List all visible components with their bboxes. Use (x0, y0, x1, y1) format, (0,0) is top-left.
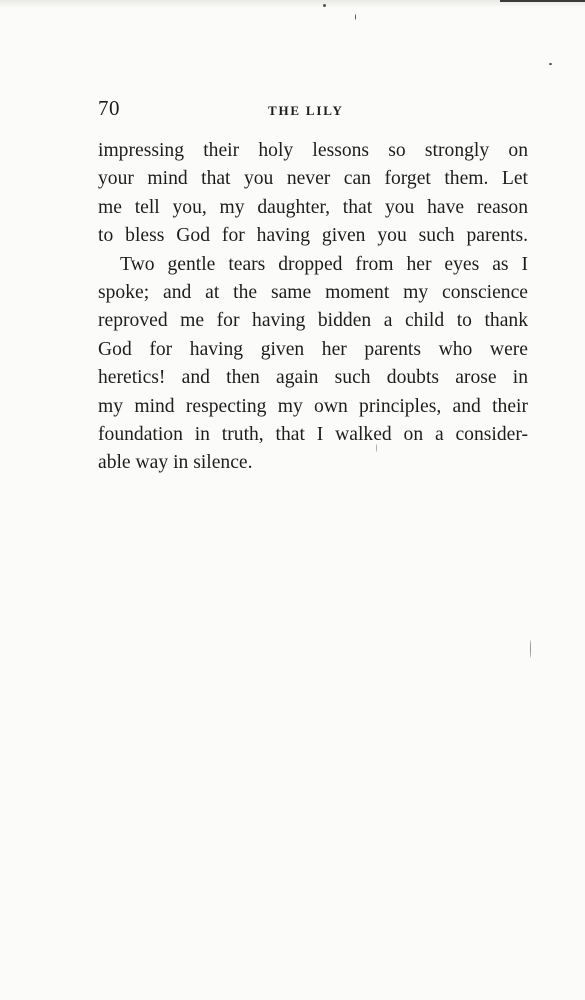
text-line: reproved me for having bidden a child to thank (98, 310, 528, 332)
print-speck (530, 640, 531, 658)
text-line: foundation in truth, that I walked on a consider- (98, 423, 528, 445)
text-line: heretics! and then again such doubts arose in (98, 367, 528, 389)
text-line: your mind that you never can forget them. Let (98, 168, 528, 190)
page-number: 70 (98, 96, 120, 120)
running-head: THE LILY (268, 103, 344, 118)
page-header (98, 96, 528, 126)
paragraph-2 (98, 251, 528, 478)
text-line: spoke; and at the same moment my conscience (98, 281, 528, 303)
text-line: my mind respecting my own principles, and their (98, 395, 528, 417)
text-line: able way in silence. (98, 452, 253, 474)
text-line: impressing their holy lessons so strongly on (98, 140, 528, 161)
text-line: God for having given her parents who were (98, 338, 528, 360)
print-speck (549, 63, 552, 65)
text-line: Two gentle tears dropped from her eyes as I (120, 253, 528, 275)
page-top-rule (500, 0, 585, 2)
text-line: to bless God for having given you such parents. (98, 225, 528, 247)
body-text (98, 137, 528, 478)
print-speck (355, 14, 356, 20)
page-top-edge-shadow (0, 0, 585, 8)
text-line: me tell you, my daughter, that you have reason (98, 196, 528, 218)
paragraph-1 (98, 137, 528, 251)
print-speck (323, 4, 326, 7)
